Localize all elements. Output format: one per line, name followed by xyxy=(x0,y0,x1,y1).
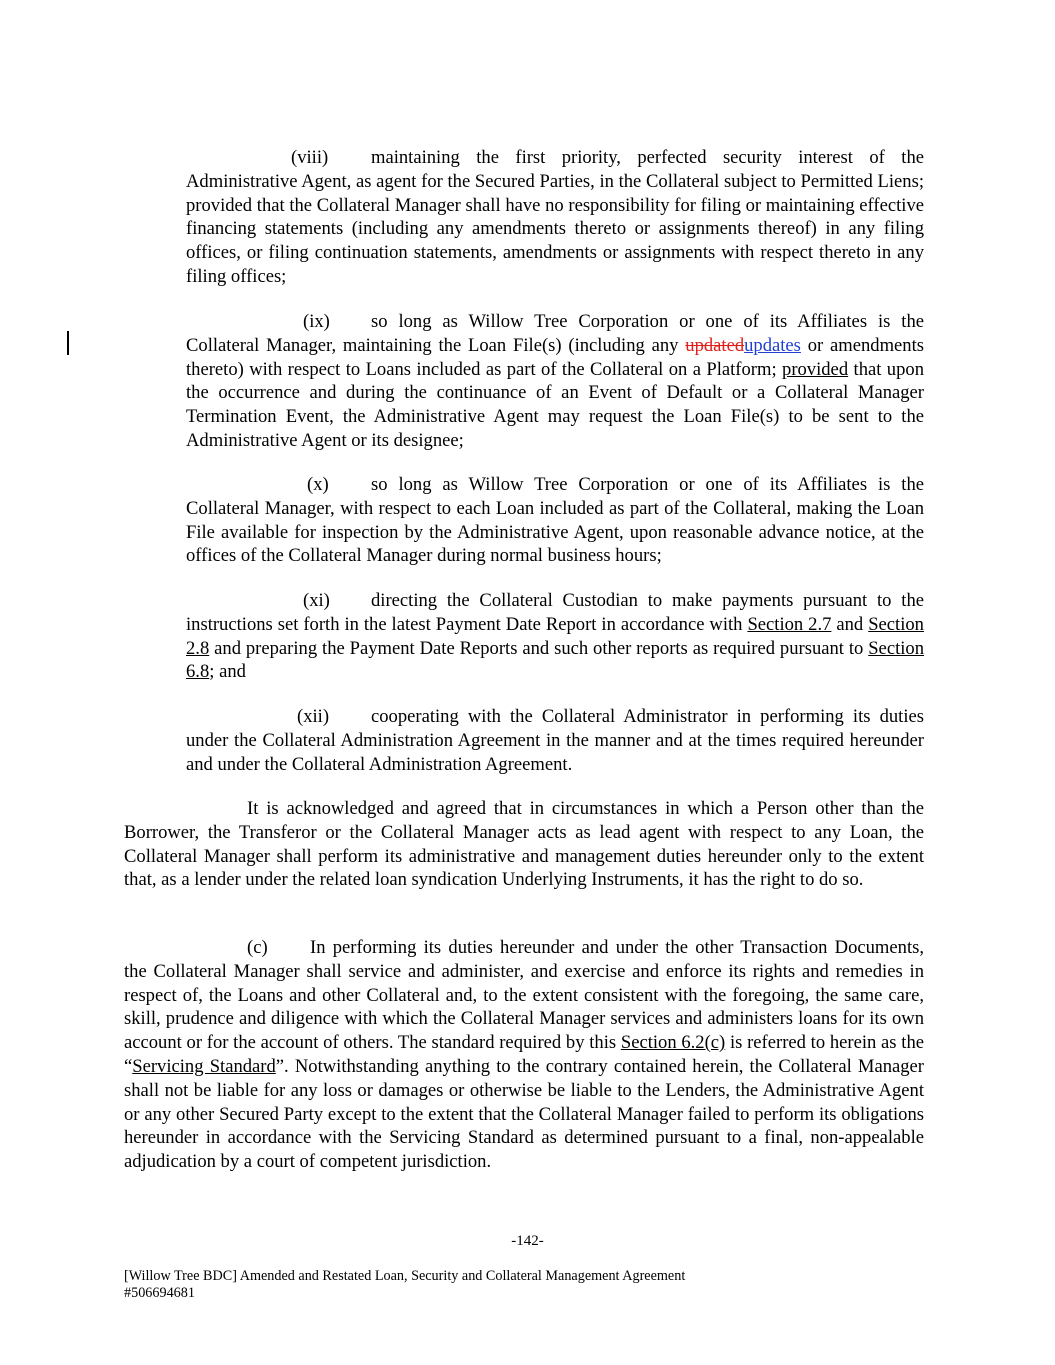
clause-text: ”. Notwithstanding anything to the contrary contained herein, the Collateral Manager shall not be liable for any loss or damages or otherwise be liable to the Lenders, the Administrative Agent or any other Secured Party except to the extent that the Collateral Manager failed to perform its obligations hereunder in accordance with the Servicing Standard as determined pursuant to a final, non-appealable adjudication by a court of competent jurisdiction. xyxy=(124,1055,924,1173)
defined-term: Servicing Standard xyxy=(132,1055,276,1077)
inserted-text: updates xyxy=(744,334,801,356)
provided-term: provided xyxy=(782,358,849,380)
clause-text: In performing its duties hereunder and under the other Transaction Documents, the Collateral Manager shall service and administer, and exercise and enforce its rights and remedies in respect of, the Loans and other Collateral and, to the extent consistent with the foregoing, the same care, skill, prudence and diligence with which the Collateral Manager services and administers loans for its own account or for the account of others. The standard required by this xyxy=(124,937,924,1054)
section-reference: Section 6.2(c) xyxy=(620,1032,726,1054)
clause-number: (c) xyxy=(247,937,268,958)
page-number: -142- xyxy=(511,1233,544,1249)
clause-ix xyxy=(186,310,924,453)
clause-text: and xyxy=(831,613,869,635)
clause-text: so long as Willow Tree Corporation or one of its Affiliates is the Collateral Manager, with respect to each Loan included as part of the Collateral, making the Loan File available for inspection by the Administrative Agent, upon reasonable advance notice, at the offices of the Collateral Manager during normal business hours; xyxy=(186,474,924,567)
clause-number: (xi) xyxy=(303,590,330,611)
clause-number: (viii) xyxy=(291,147,329,168)
clause-xii xyxy=(186,705,924,776)
clause-text: ; and xyxy=(209,661,246,683)
deleted-text: updated xyxy=(685,334,745,356)
footer-doc-id: #506694681 xyxy=(124,1285,195,1301)
clause-text: that upon the occurrence and during the continuance of an Event of Default or a Collateral Manager Termination Event, the Administrative Agent may request the Loan File(s) to be sent to the Administrative Agent or its designee; xyxy=(186,358,924,451)
footer-title: [Willow Tree BDC] Amended and Restated Loan, Security and Collateral Management Agreement xyxy=(124,1268,686,1284)
clause-x xyxy=(186,473,924,568)
clause-xi xyxy=(186,589,924,684)
clause-text: directing the Collateral Custodian to make payments pursuant to the instructions set forth in the latest Payment Date Report in accordance with xyxy=(186,590,924,635)
clause-number: (ix) xyxy=(303,311,330,332)
clause-text: maintaining the first priority, perfected security interest of the Administrative Agent, as agent for the Secured Parties, in the Collateral subject to Permitted Liens; provided that the Collateral Manager shall have no responsibility for filing or maintaining effective financing statements (including any amendments thereto or assignments thereof) in any filing offices, or filing continuation statements, amendments or assignments with respect thereto in any filing offices; xyxy=(186,147,924,287)
clause-text: and preparing the Payment Date Reports and such other reports as required pursuant to xyxy=(209,637,869,659)
section-reference: Section 6.8 xyxy=(186,637,924,683)
change-bar xyxy=(67,331,69,355)
clause-text: is referred to herein as the “ xyxy=(124,1032,924,1077)
clause-text: cooperating with the Collateral Administrator in performing its duties under the Collateral Administration Agreement in the manner and at the times required hereunder and under the Collateral Administration Agreement. xyxy=(186,706,924,775)
section-reference: Section 2.7 xyxy=(747,613,832,635)
clause-viii xyxy=(186,146,924,289)
clause-c xyxy=(124,936,924,1174)
section-reference: Section 2.8 xyxy=(186,613,924,659)
clause-text: so long as Willow Tree Corporation or one of its Affiliates is the Collateral Manager, maintaining the Loan File(s) (including any xyxy=(186,311,924,356)
clause-text: or amendments thereto) with respect to Loans included as part of the Collateral on a Platform; xyxy=(186,334,925,380)
clause-number: (xii) xyxy=(297,706,330,727)
clause-number: (x) xyxy=(307,474,329,495)
acknowledgement-paragraph: It is acknowledged and agreed that in circumstances in which a Person other than the Borrower, the Transferor or the Collateral Manager acts as lead agent with respect to any Loan, the Collateral Manager shall perform its administrative and management duties hereunder only to the extent that, as a lender under the related loan syndication Underlying Instruments, it has the right to do so. xyxy=(124,798,924,891)
document-footer xyxy=(124,1268,685,1302)
